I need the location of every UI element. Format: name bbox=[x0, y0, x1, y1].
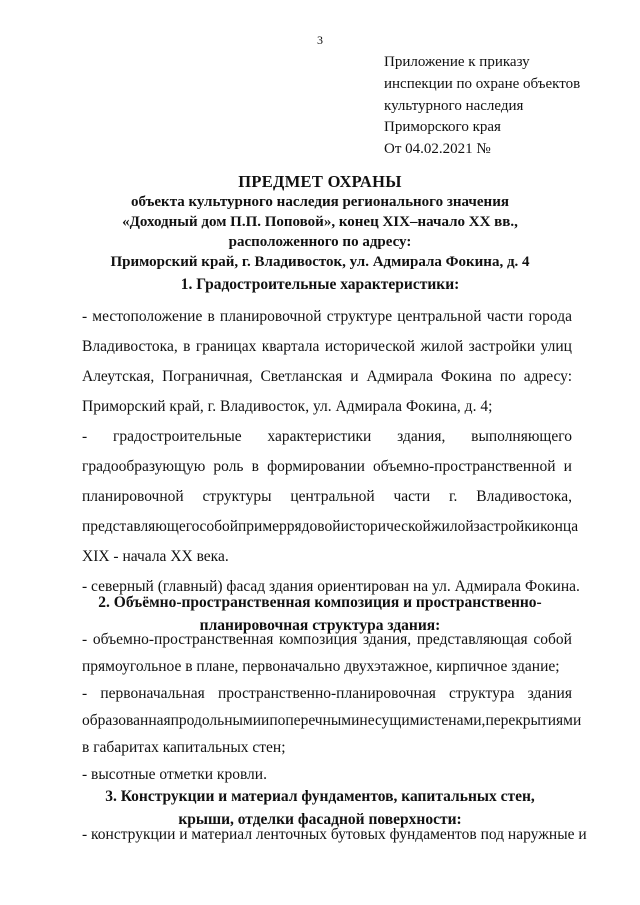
word: формировании bbox=[267, 458, 365, 475]
appendix-line: культурного наследия bbox=[384, 97, 524, 114]
word: исторической bbox=[324, 338, 416, 355]
title-line: объекта культурного наследия регионального значения bbox=[131, 194, 509, 210]
word: местоположение bbox=[92, 308, 203, 325]
word: перекрытиями bbox=[485, 712, 582, 729]
section-3-heading bbox=[0, 785, 640, 831]
word: границах bbox=[195, 338, 257, 355]
word: по bbox=[499, 368, 516, 385]
word: здания bbox=[527, 685, 572, 702]
title-line: «Доходный дом П.П. Поповой», конец XIX–начало XX вв., bbox=[122, 214, 518, 230]
document-title bbox=[0, 172, 640, 272]
word: композиция bbox=[279, 631, 358, 648]
word: характеристики bbox=[267, 428, 372, 445]
word: - bbox=[82, 428, 88, 445]
text-line bbox=[82, 712, 582, 739]
word: продольными bbox=[170, 712, 262, 729]
title-heading: ПРЕДМЕТ ОХРАНЫ bbox=[238, 172, 402, 191]
text-line: - конструкции и материал ленточных бутовых фундаментов под наружные и bbox=[82, 826, 587, 843]
section-1-body bbox=[82, 308, 580, 608]
page-number: 3 bbox=[317, 33, 323, 47]
word: собой bbox=[533, 631, 572, 648]
text-line bbox=[82, 518, 579, 548]
appendix-line: От 04.02.2021 № bbox=[384, 141, 491, 158]
word: роль bbox=[213, 458, 244, 475]
appendix-line: Приложение к приказу bbox=[384, 54, 530, 70]
word: пространственно-планировочная bbox=[217, 685, 436, 702]
text-line: XIX - начала XX века. bbox=[82, 548, 229, 565]
word: застройки bbox=[473, 518, 541, 535]
word: и bbox=[563, 458, 572, 475]
word: Фокина bbox=[440, 368, 492, 385]
word: г. bbox=[448, 488, 458, 505]
text-line: в габаритах капитальных стен; bbox=[82, 739, 286, 756]
text-line: прямоугольное в плане, первоначально двухэтажное, кирпичное здание; bbox=[82, 658, 560, 675]
word: центральной bbox=[290, 488, 375, 505]
text-line bbox=[82, 458, 572, 488]
word: застройки bbox=[468, 338, 536, 355]
word: Адмирала bbox=[366, 368, 434, 385]
word: Пограничная, bbox=[162, 368, 253, 385]
appendix-line: инспекции по охране объектов bbox=[384, 75, 581, 92]
section-heading-line: крыши, отделки фасадной поверхности: bbox=[178, 811, 462, 828]
word: рядовой bbox=[286, 518, 341, 535]
word: - bbox=[82, 685, 88, 702]
word: стенами, bbox=[427, 712, 486, 729]
text-line bbox=[82, 308, 572, 338]
word: Владивостока, bbox=[82, 338, 178, 355]
word: части bbox=[393, 488, 431, 505]
word: представляющего bbox=[82, 518, 200, 535]
word: конца bbox=[540, 518, 579, 535]
word: поперечными bbox=[269, 712, 360, 729]
word: в bbox=[251, 458, 259, 475]
word: первоначальная bbox=[100, 685, 205, 702]
section-heading-line: 1. Градостроительные характеристики: bbox=[180, 276, 460, 293]
text-line: Приморский край, г. Владивосток, ул. Адмирала Фокина, д. 4; bbox=[82, 398, 493, 415]
word: Владивостока, bbox=[476, 488, 572, 505]
appendix-line: Приморского края bbox=[384, 119, 501, 136]
section-1-heading bbox=[0, 273, 640, 296]
text-line bbox=[82, 488, 572, 518]
word: объемно-пространственной bbox=[373, 458, 556, 475]
word: жилой bbox=[430, 518, 474, 535]
word: - bbox=[82, 308, 88, 325]
word: структура bbox=[449, 685, 515, 702]
word: несущими bbox=[359, 712, 428, 729]
word: жилой bbox=[420, 338, 464, 355]
text-line bbox=[82, 685, 572, 712]
word: собой bbox=[199, 518, 238, 535]
word: исторической bbox=[340, 518, 431, 535]
word: представляющая bbox=[416, 631, 528, 648]
word: улиц bbox=[540, 338, 572, 355]
word: образованная bbox=[82, 712, 171, 729]
word: градостроительные bbox=[112, 428, 242, 445]
word: здания, bbox=[397, 428, 446, 445]
word: адресу: bbox=[523, 368, 572, 385]
word: выполняющего bbox=[471, 428, 572, 445]
text-line: - северный (главный) фасад здания ориентирован на ул. Адмирала Фокина. bbox=[82, 578, 580, 595]
word: планировочной bbox=[82, 488, 184, 505]
word: Алеутская, bbox=[82, 368, 155, 385]
word: структуре bbox=[326, 308, 393, 325]
appendix-block bbox=[384, 52, 580, 161]
section-3-body bbox=[82, 826, 587, 856]
word: части bbox=[486, 308, 524, 325]
section-heading-line: 3. Конструкции и материал фундаментов, капитальных стен, bbox=[105, 788, 535, 805]
word: градообразующую bbox=[82, 458, 206, 475]
title-line: расположенного по адресу: bbox=[228, 234, 412, 250]
word: центральной bbox=[397, 308, 482, 325]
word: здания, bbox=[362, 631, 412, 648]
word: в bbox=[207, 308, 215, 325]
word: планировочной bbox=[219, 308, 322, 325]
title-line: Приморский край, г. Владивосток, ул. Адмирала Фокина, д. 4 bbox=[110, 254, 530, 270]
section-heading-line: планировочная структура здания: bbox=[199, 617, 441, 634]
word: квартала bbox=[261, 338, 320, 355]
text-line bbox=[82, 631, 572, 658]
section-2-body bbox=[82, 631, 582, 793]
section-heading-line: 2. Объёмно-пространственная композиция и пространственно- bbox=[98, 594, 542, 611]
word: объемно-пространственная bbox=[92, 631, 274, 648]
word: и bbox=[350, 368, 359, 385]
text-line bbox=[82, 338, 572, 368]
text-line bbox=[82, 428, 572, 458]
word: - bbox=[82, 631, 88, 648]
text-line: - высотные отметки кровли. bbox=[82, 766, 267, 783]
word: города bbox=[528, 308, 572, 325]
word: в bbox=[183, 338, 191, 355]
word: и bbox=[261, 712, 270, 729]
text-line bbox=[82, 368, 572, 398]
word: структуры bbox=[202, 488, 272, 505]
word: Светланская bbox=[260, 368, 343, 385]
word: пример bbox=[238, 518, 287, 535]
